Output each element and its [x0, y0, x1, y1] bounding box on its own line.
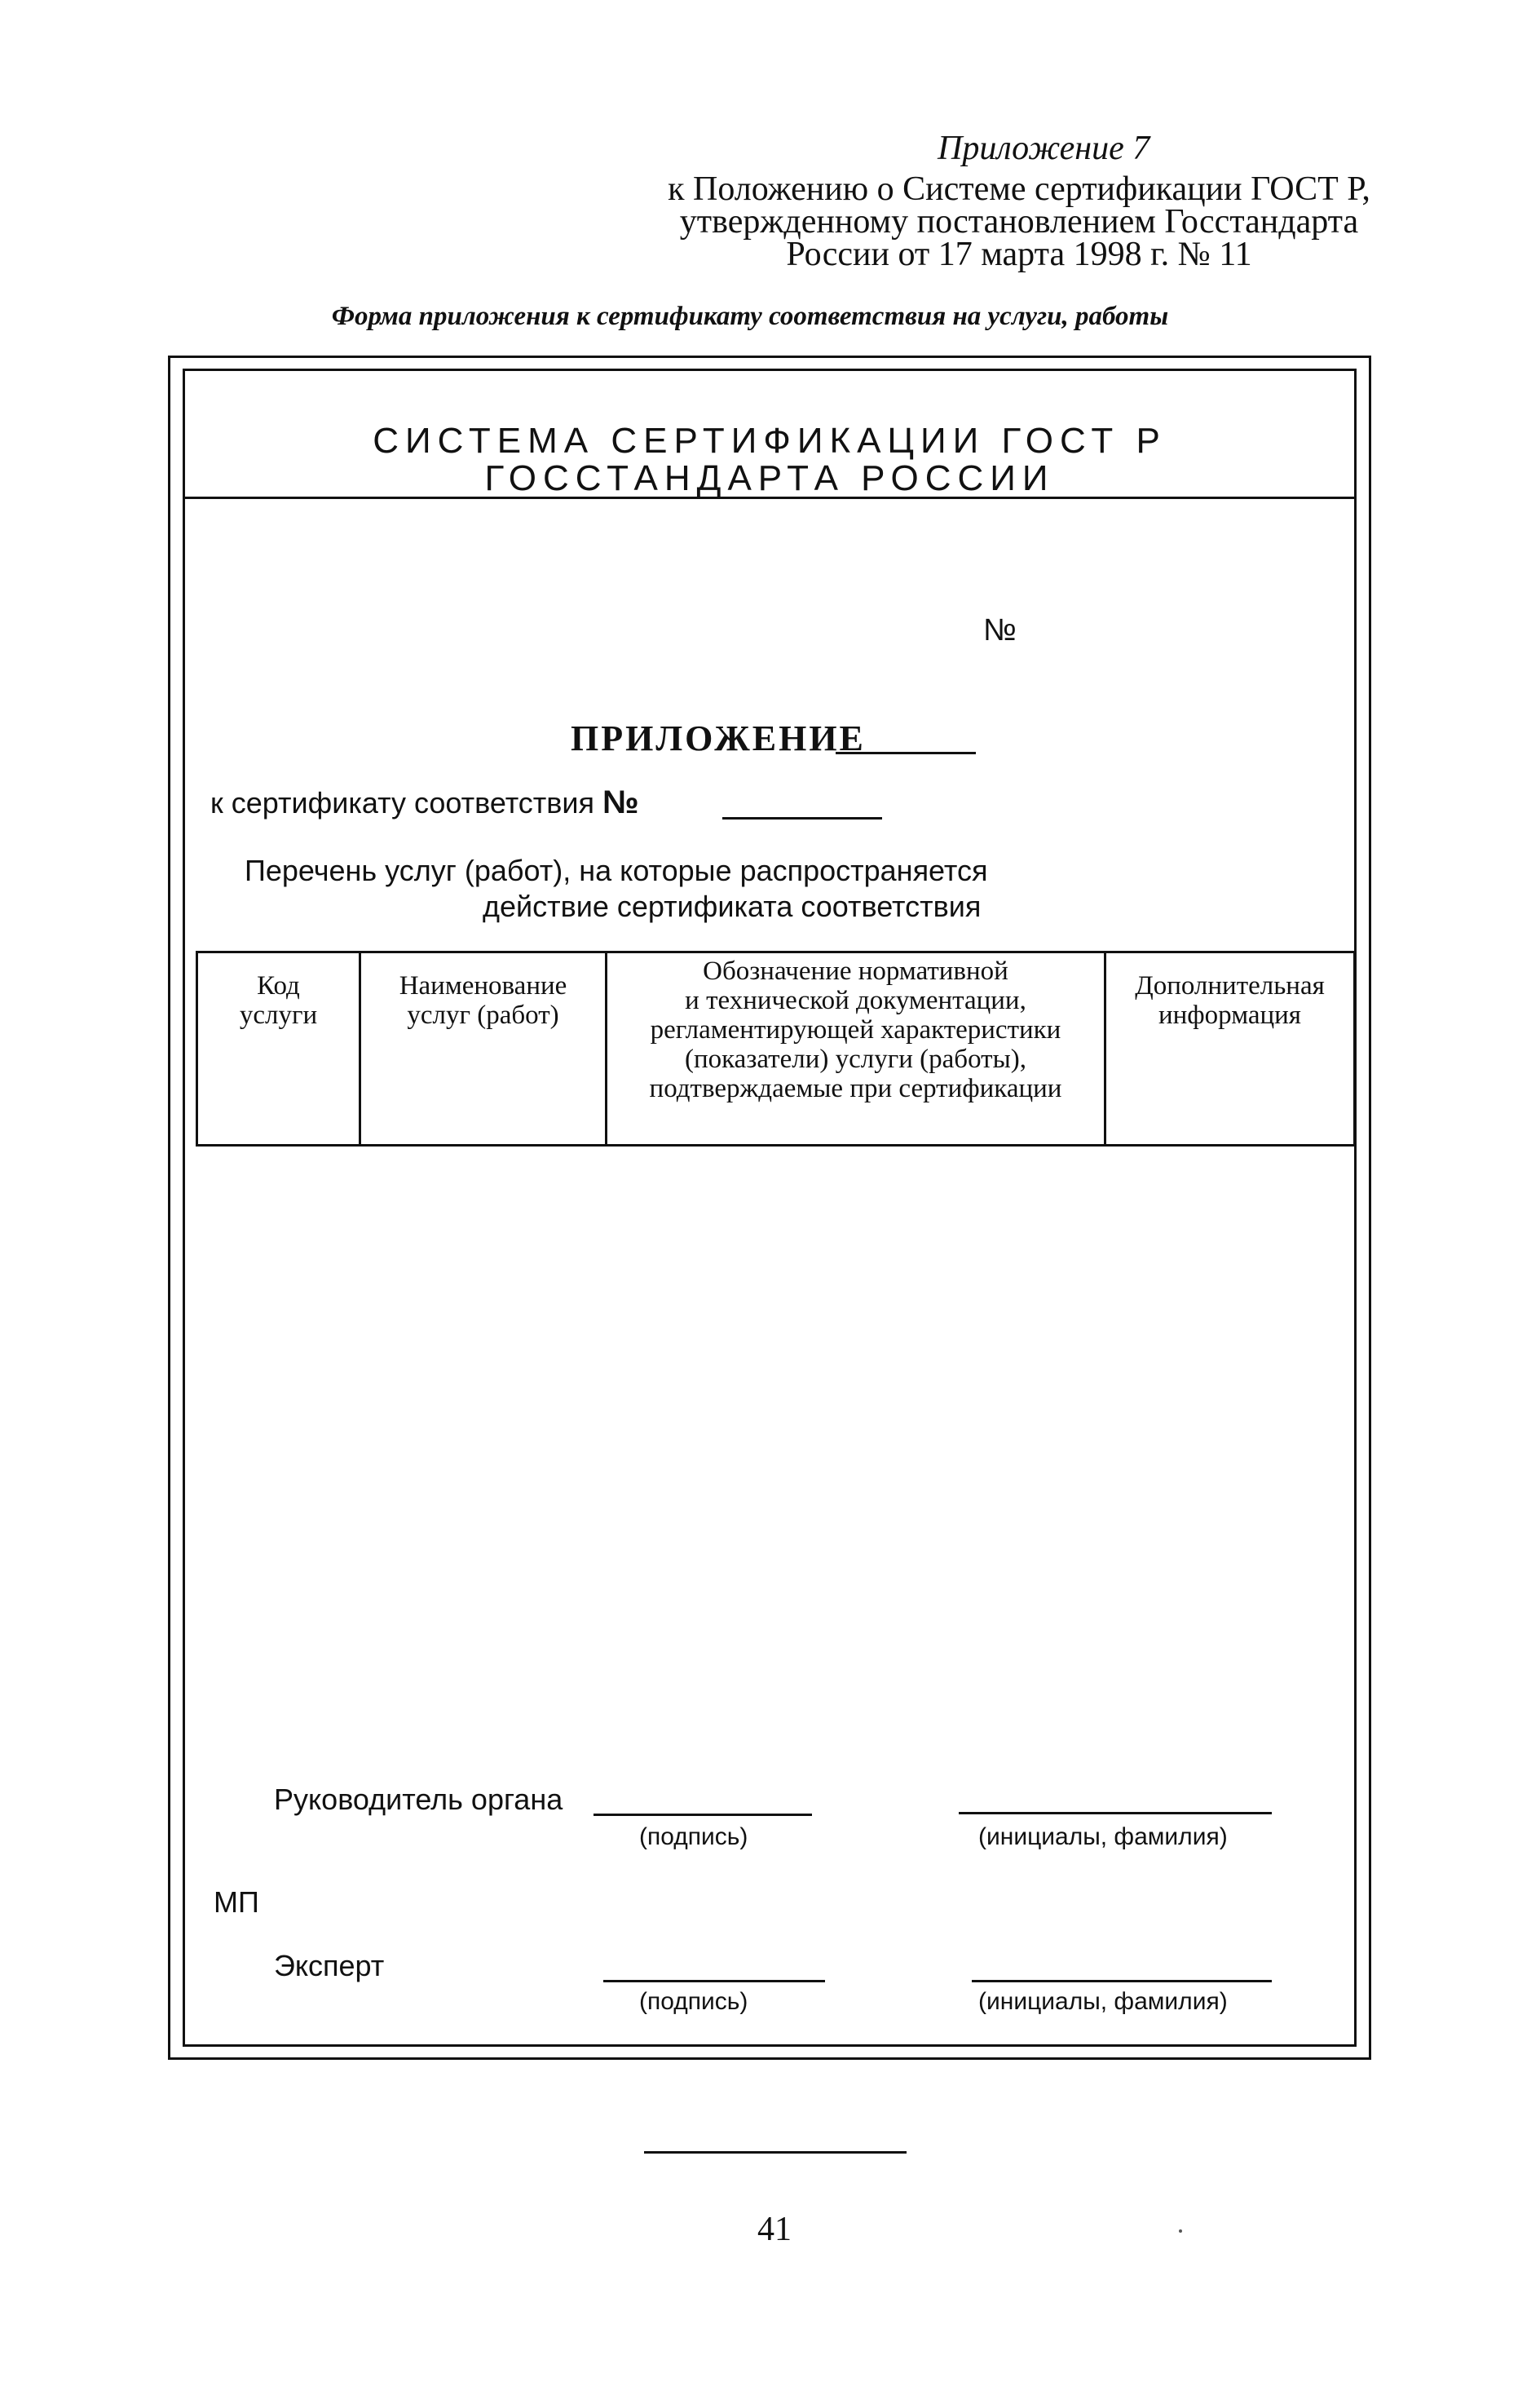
column-header-service-name: Наименование услуг (работ)	[360, 952, 607, 1146]
footer-rule	[644, 2151, 907, 2154]
head-signature-caption: (подпись)	[639, 1823, 748, 1850]
list-heading-line: действие сертификата соответствия	[483, 890, 982, 923]
services-table	[196, 951, 1356, 1147]
regulation-ref-line: утвержденному постановлением Госстандарта	[679, 203, 1359, 241]
system-title-line: ГОССТАНДАРТА РОССИИ	[484, 458, 1055, 498]
appendix-title: ПРИЛОЖЕНИЕ	[571, 718, 866, 758]
appendix-label: Приложение 7	[938, 130, 1150, 167]
form-caption: Форма приложения к сертификату соответствия на услуги, работы	[331, 302, 1169, 331]
head-signature-blank[interactable]	[593, 1814, 812, 1816]
certification-system-header	[183, 369, 1357, 499]
expert-signature-blank[interactable]	[603, 1980, 825, 1982]
regulation-ref-line: России от 17 марта 1998 г. № 11	[786, 236, 1252, 273]
page-number: 41	[757, 2211, 792, 2248]
list-heading-line: Перечень услуг (работ), на которые распространяется	[245, 854, 988, 887]
expert-name-caption: (инициалы, фамилия)	[978, 1988, 1228, 2015]
certificate-number-blank[interactable]	[722, 817, 882, 820]
column-header-additional-info: Дополнительная информация	[1105, 952, 1355, 1146]
certificate-reference	[210, 784, 639, 821]
regulation-reference	[587, 170, 1451, 273]
services-list-heading	[245, 853, 1060, 925]
table-header-row	[197, 952, 1355, 1146]
head-name-caption: (инициалы, фамилия)	[978, 1823, 1228, 1850]
column-header-service-code: Код услуги	[197, 952, 360, 1146]
appendix-number-blank[interactable]	[836, 752, 976, 754]
system-title-line: СИСТЕМА СЕРТИФИКАЦИИ ГОСТ Р	[373, 421, 1167, 461]
scan-dot	[1179, 2229, 1182, 2233]
expert-name-blank[interactable]	[972, 1980, 1272, 1982]
certificate-number-sign: №	[602, 784, 639, 820]
expert-signature-caption: (подпись)	[639, 1988, 748, 2015]
head-name-blank[interactable]	[959, 1812, 1272, 1814]
regulation-ref-line: к Положению о Системе сертификации ГОСТ Р,	[668, 170, 1370, 208]
stamp-label: МП	[214, 1885, 259, 1919]
column-header-normative-docs: Обозначение нормативной и технической документации, регламентирующей характеристики (показатели) услуги (работы), подтверждаемые при сертификации	[607, 952, 1105, 1146]
head-of-body-label: Руководитель органа	[274, 1783, 563, 1816]
certificate-ref-text: к сертификату соответствия	[210, 786, 594, 820]
expert-label: Эксперт	[274, 1949, 385, 1982]
number-sign: №	[983, 613, 1017, 647]
